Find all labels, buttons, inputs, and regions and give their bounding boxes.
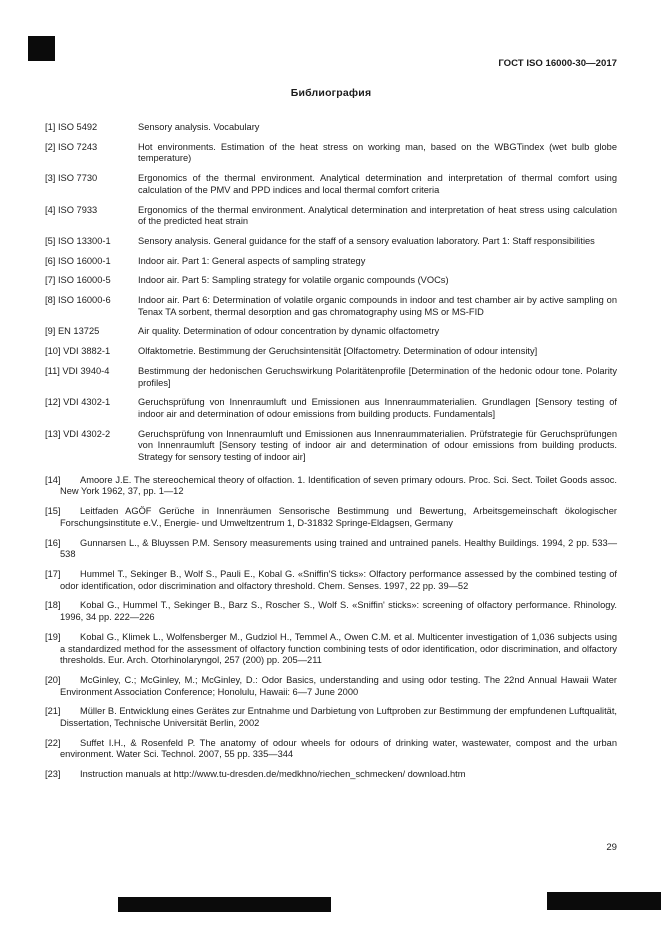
- reference-item: [45, 326, 617, 338]
- reference-item: [45, 675, 617, 698]
- reference-number: [8]: [45, 295, 56, 306]
- reference-item: [45, 475, 617, 498]
- reference-item: [45, 538, 617, 561]
- reference-label: [45, 397, 138, 420]
- page-header: [45, 58, 617, 70]
- reference-text: Sensory analysis. General guidance for the staff of a sensory evaluation laboratory. Part 1: Staff responsibilities: [138, 235, 595, 246]
- reference-label: [45, 256, 138, 268]
- document-code: ГОСТ ISO 16000-30—2017: [498, 58, 617, 69]
- reference-label: [45, 236, 138, 248]
- reference-text: Hummel T., Sekinger B., Wolf S., Pauli E., Kobal G. «Sniffin'S ticks»: Olfactory performance assessed by the combined testing of odor identification, odor discrimination and olfactory threshold. Chem. Senses. 1997, 22 pp. 39—52: [60, 568, 617, 591]
- page-number: 29: [606, 842, 617, 853]
- reference-text: Amoore J.E. The stereochemical theory of olfaction. 1. Identification of seven primary odours. Proc. Sci. Sect. Toilet Goods assoc. New York 1962, 37, pp. 1—12: [60, 474, 617, 497]
- reference-text: Indoor air. Part 6: Determination of volatile organic compounds in indoor and test chamber air by active sampling on Tenax TA sorbent, thermal desorption and gas chromatography using MS or MS-FID: [138, 295, 617, 317]
- reference-code: ISO 5492: [57, 122, 98, 132]
- reference-label: [45, 326, 138, 338]
- reference-item: [45, 236, 617, 248]
- reference-number: [9]: [45, 326, 56, 337]
- literature-reference-list: [45, 475, 617, 781]
- reference-text: Instruction manuals at http://www.tu-dresden.de/medkhno/riechen_schmecken/ download.htm: [80, 769, 466, 780]
- reference-code: ISO 7243: [57, 141, 98, 152]
- reference-text: McGinley, C.; McGinley, M.; McGinley, D.: Odor Basics, understanding and using odor testing. The 22nd Annual Hawaii Water Environment Association Conference; Honolulu, Hawaii: 6—7 June 2000: [60, 674, 617, 697]
- reference-number: [2]: [45, 141, 56, 152]
- reference-text: Sensory analysis. Vocabulary: [138, 122, 260, 132]
- reference-code: ISO 7933: [57, 204, 98, 215]
- reference-number: [12]: [45, 397, 61, 408]
- reference-text: Kobal G., Hummel T., Sekinger B., Barz S., Roscher S., Wolf S. «Sniffin' sticks»: screening of olfactory performance. Rhinology. 1996, 34 pp. 222—226: [60, 600, 617, 623]
- reference-number: [4]: [45, 204, 56, 215]
- reference-code: ISO 16000-1: [57, 255, 111, 266]
- reference-item: [45, 397, 617, 420]
- reference-label: [45, 429, 138, 464]
- reference-number: [1]: [45, 122, 56, 132]
- reference-number: [17]: [45, 568, 61, 579]
- scan-artifact-bottom-right: [547, 892, 661, 910]
- reference-item: [45, 632, 617, 667]
- reference-label: [45, 205, 138, 228]
- reference-item: [45, 506, 617, 529]
- reference-text: Air quality. Determination of odour concentration by dynamic olfactometry: [138, 326, 440, 337]
- reference-label: [45, 366, 138, 389]
- reference-text: Kobal G., Klimek L., Wolfensberger M., Gudziol H., Temmel A., Owen C.M. et al. Multicenter investigation of 1,036 subjects using a standardized method for the assessment of olfactory function combining tests of odor identification, odor discrimination, and olfactory thresholds. Eur. Arch. Otorhinolaryngol, 257 (200) pp. 205—211: [60, 631, 617, 666]
- reference-number: [22]: [45, 737, 61, 748]
- reference-text: Bestimmung der hedonischen Geruchswirkung Polaritätenprofile [Determination of the hedonic odour tone. Polarity profiles]: [138, 365, 617, 388]
- reference-text: Ergonomics of the thermal environment. Analytical determination and interpretation of heat stress using calculation of the predicted heat strain: [138, 204, 617, 227]
- scan-artifact-bottom-left: [118, 897, 331, 912]
- reference-text: Müller B. Entwicklung eines Gerätes zur Entnahme und Darbietung von Luftproben zur Bestimmung der empfundenen Luftqualität, Dissertation, Technische Universität Berlin, 2002: [60, 706, 617, 729]
- reference-text: Leitfaden AGÖF Gerüche in Innenräumen Sensorische Bestimmung und Bewertung, Arbeitsgemeinschaft ökologischer Forschungsinstitute e.V., Energie- und Umweltzentrum 1, D-31832 Springe-Eldagsen, Germany: [60, 506, 617, 528]
- reference-number: [18]: [45, 600, 61, 611]
- reference-label: [45, 173, 138, 196]
- reference-item: [45, 205, 617, 228]
- reference-item: [45, 569, 617, 592]
- reference-text: Gunnarsen L., & Bluyssen P.M. Sensory measurements using trained and untrained panels. Healthy Buildings. 1994, 2 pp. 533—538: [60, 537, 617, 560]
- reference-code: VDI 3882-1: [63, 346, 111, 357]
- reference-code: VDI 4302-2: [63, 428, 111, 439]
- reference-code: ISO 7730: [57, 173, 98, 184]
- reference-number: [19]: [45, 631, 61, 642]
- reference-item: [45, 600, 617, 623]
- reference-number: [23]: [45, 769, 61, 780]
- reference-number: [15]: [45, 506, 61, 517]
- reference-code: VDI 4302-1: [63, 397, 111, 408]
- reference-item: [45, 256, 617, 268]
- reference-text: Olfaktometrie. Bestimmung der Geruchsintensität [Olfactometry. Determination of odour intensity]: [138, 346, 538, 357]
- reference-number: [10]: [45, 346, 61, 357]
- reference-item: [45, 173, 617, 196]
- reference-text: Indoor air. Part 1: General aspects of sampling strategy: [138, 255, 366, 266]
- reference-item: [45, 706, 617, 729]
- reference-number: [14]: [45, 474, 61, 485]
- scan-artifact-top-left: [28, 36, 55, 61]
- reference-code: ISO 16000-5: [57, 275, 111, 286]
- reference-item: [45, 366, 617, 389]
- reference-code: ISO 16000-6: [57, 295, 111, 306]
- reference-text: Indoor air. Part 5: Sampling strategy for volatile organic compounds (VOCs): [138, 275, 449, 286]
- reference-text: Ergonomics of the thermal environment. Analytical determination and interpretation of thermal comfort using calculation of the PMV and PPD indices and local thermal comfort criteria: [138, 173, 617, 195]
- reference-item: [45, 122, 617, 134]
- reference-number: [16]: [45, 537, 61, 548]
- reference-label: [45, 142, 138, 165]
- reference-code: ISO 13300-1: [57, 235, 111, 246]
- reference-number: [6]: [45, 255, 56, 266]
- reference-item: [45, 429, 617, 464]
- reference-item: [45, 295, 617, 318]
- reference-text: Geruchsprüfung von Innenraumluft und Emissionen aus Innenraummaterialien. Grundlagen [Sensory testing of indoor air and determination of odour emissions from building products. Fundamentals]: [138, 397, 617, 419]
- reference-text: Geruchsprüfung von Innenraumluft und Emissionen aus Innenraummaterialien. Prüfstrategie für Geruchsprüfungen von Innenraumluft [Sensory testing of indoor air and determination of odour emissions from building products. Strategy for sensory testing of indoor air]: [138, 428, 617, 463]
- reference-number: [21]: [45, 706, 61, 717]
- reference-text: Suffet I.H., & Rosenfeld P. The anatomy of odour wheels for odours of drinking water, wastewater, compost and the urban environment. Water Sci. Technol. 2007, 55 pp. 335—344: [60, 737, 617, 760]
- reference-number: [7]: [45, 275, 56, 286]
- reference-label: [45, 275, 138, 287]
- reference-code: EN 13725: [57, 326, 100, 337]
- reference-number: [13]: [45, 428, 61, 439]
- page-title: Библиография: [290, 87, 372, 99]
- reference-code: VDI 3940-4: [62, 365, 110, 376]
- reference-number: [5]: [45, 235, 56, 246]
- standards-reference-list: [45, 122, 617, 464]
- reference-number: [20]: [45, 674, 61, 685]
- reference-item: [45, 142, 617, 165]
- reference-item: [45, 346, 617, 358]
- reference-item: [45, 275, 617, 287]
- reference-label: [45, 346, 138, 358]
- reference-number: [3]: [45, 173, 56, 184]
- reference-text: Hot environments. Estimation of the heat stress on working man, based on the WBGTindex (wet bulb globe temperature): [138, 141, 617, 164]
- reference-item: [45, 738, 617, 761]
- reference-number: [11]: [45, 365, 60, 376]
- reference-label: [45, 295, 138, 318]
- reference-label: [45, 122, 138, 134]
- reference-item: [45, 769, 617, 781]
